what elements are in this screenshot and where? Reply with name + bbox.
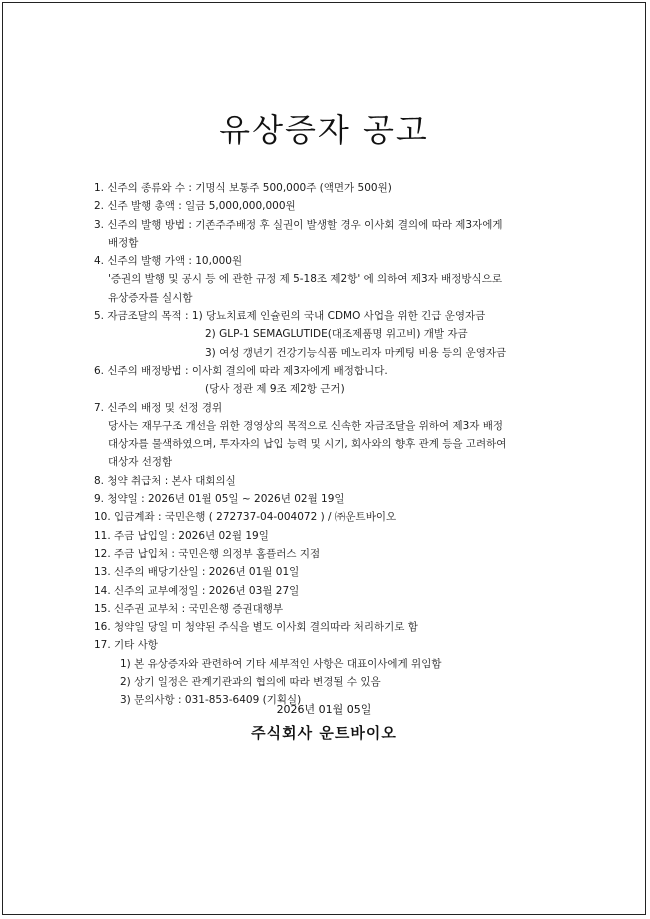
- item-17-sub-3: 3) 문의사항 : 031-853-6409 (기획실): [120, 694, 302, 707]
- item-15: 15. 신주권 교부처 : 국민은행 증권대행부: [94, 602, 284, 615]
- item-4-cont-1: '증권의 발행 및 공시 등 에 관한 규정 제 5-18조 제2항' 에 의하여 제3자 배정방식으로: [108, 273, 502, 286]
- item-5: 5. 자금조달의 목적 : 1) 당뇨치료제 인슐린의 국내 CDMO 사업을 위한 긴급 운영자금: [94, 310, 486, 323]
- document-title: 유상증자 공고: [219, 111, 429, 149]
- item-4-cont-2: 유상증자를 실시함: [108, 291, 193, 304]
- item-11: 11. 주금 납입일 : 2026년 02월 19일: [94, 529, 269, 542]
- item-7-cont-3: 대상자 선정함: [108, 456, 173, 469]
- item-17-sub-2: 2) 상기 일정은 관계기관과의 협의에 따라 변경될 수 있음: [120, 676, 381, 689]
- item-2: 2. 신주 발행 총액 : 일금 5,000,000,000원: [94, 200, 296, 213]
- item-17: 17. 기타 사항: [94, 639, 158, 652]
- notice-date: 2026년 01월 05일: [276, 703, 372, 716]
- notice-document: [2, 2, 646, 915]
- item-13: 13. 신주의 배당기산일 : 2026년 01월 01일: [94, 566, 300, 579]
- company-name: 주식회사 운트바이오: [251, 724, 397, 742]
- item-9: 9. 청약일 : 2026년 01월 05일 ~ 2026년 02월 19일: [94, 493, 345, 506]
- item-6-note: (당사 정관 제 9조 제2항 근거): [205, 383, 345, 396]
- item-17-sub-1: 1) 본 유상증자와 관련하여 기타 세부적인 사항은 대표이사에게 위임함: [120, 657, 442, 670]
- item-3: 3. 신주의 발행 방법 : 기존주주배정 후 실권이 발생할 경우 이사회 결의에 따라 제3자에게: [94, 218, 503, 231]
- item-6: 6. 신주의 배정방법 : 이사회 결의에 따라 제3자에게 배정합니다.: [94, 364, 388, 377]
- item-5-sub-3: 3) 여성 갱년기 건강기능식품 메노리자 마케팅 비용 등의 운영자금: [205, 346, 507, 359]
- item-4: 4. 신주의 발행 가액 : 10,000원: [94, 255, 243, 268]
- item-3-cont: 배정함: [108, 236, 139, 249]
- item-1: 1. 신주의 종류와 수 : 기명식 보통주 500,000주 (액면가 500원): [94, 182, 392, 194]
- item-16: 16. 청약일 당일 미 청약된 주식을 별도 이사회 결의따라 처리하기로 함: [94, 621, 418, 634]
- item-7-cont-1: 당사는 재무구조 개선을 위한 경영상의 목적으로 신속한 자금조달을 위하여 제3자 배정: [108, 419, 504, 432]
- item-8: 8. 청약 취급처 : 본사 대회의실: [94, 474, 236, 487]
- item-12: 12. 주금 납입처 : 국민은행 의정부 홈플러스 지점: [94, 547, 321, 560]
- item-10: 10. 입금계좌 : 국민은행 ( 272737-04-004072 ) / ㈜운트바이오: [94, 511, 397, 524]
- item-7-cont-2: 대상자를 물색하였으며, 투자자의 납입 능력 및 시기, 회사와의 향후 관계 등을 고려하여: [108, 438, 507, 451]
- notice-body: [94, 179, 594, 710]
- item-5-sub-2: 2) GLP-1 SEMAGLUTIDE(대조제품명 위고비) 개발 자금: [205, 328, 468, 341]
- item-14: 14. 신주의 교부예정일 : 2026년 03월 27일: [94, 584, 300, 597]
- item-7: 7. 신주의 배정 및 선정 경위: [94, 401, 223, 414]
